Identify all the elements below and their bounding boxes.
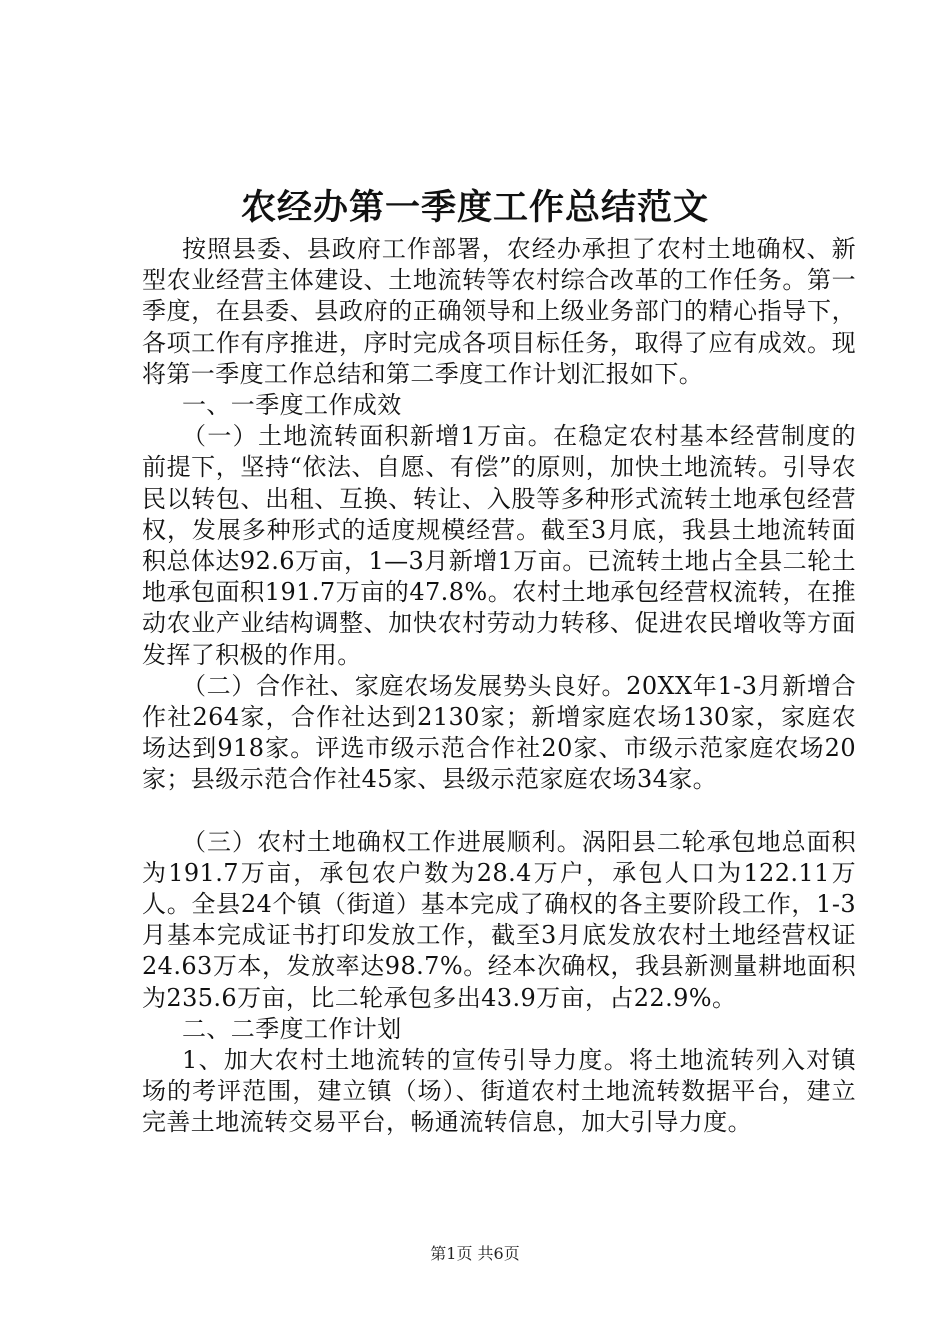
section-heading-2: 二、二季度工作计划 [182, 1014, 402, 1043]
document-title: 农经办第一季度工作总结范文 [240, 187, 709, 228]
plan-item-1: 1、加大农村土地流转的宣传引导力度。将土地流转列入对镇场的考评范围，建立镇（场）、街道农村土地流转数据平台，建立完善土地流转交易平台，畅通流转信息，加大引导力度。 [142, 1046, 856, 1137]
subsection-paragraph-3: （三）农村土地确权工作进展顺利。涡阳县二轮承包地总面积为191.7万亩，承包农户数为28.4万户，承包人口为122.11万人。全县24个镇（街道）基本完成了确权的各主要阶段工作，1-3月基本完成证书打印发放工作，截至3月底发放农村土地经营权证24.63万本，发放率达98.7%。经本次确权，我县新测量耕地面积为235.6万亩，比二轮承包多出43.9万亩，占22.9%。 [142, 827, 856, 1012]
blank-line [142, 796, 856, 827]
section-heading-1: 一、一季度工作成效 [182, 391, 402, 420]
subsection-paragraph-1: （一）土地流转面积新增1万亩。在稳定农村基本经营制度的前提下，坚持“依法、自愿、有偿”的原则，加快土地流转。引导农民以转包、出租、互换、转让、入股等多种形式流转土地承包经营权，发展多种形式的适度规模经营。截至3月底，我县土地流转面积总体达92.6万亩，1—3月新增1万亩。已流转土地占全县二轮土地承包面积191.7万亩的47.8%。农村土地承包经营权流转，在推动农业产业结构调整、加快农村劳动力转移、促进农民增收等方面发挥了积极的作用。 [142, 422, 856, 669]
document-body [142, 234, 856, 1139]
intro-paragraph: 按照县委、县政府工作部署，农经办承担了农村土地确权、新型农业经营主体建设、土地流转等农村综合改革的工作任务。第一季度，在县委、县政府的正确领导和上级业务部门的精心指导下，各项工作有序推进，序时完成各项目标任务，取得了应有成效。现将第一季度工作总结和第二季度工作计划汇报如下。 [142, 235, 856, 388]
subsection-paragraph-2: （二）合作社、家庭农场发展势头良好。20XX年1-3月新增合作社264家，合作社达到2130家；新增家庭农场130家，家庭农场达到918家。评选市级示范合作社20家、市级示范家庭农场20家；县级示范合作社45家、县级示范家庭农场34家。 [142, 671, 856, 794]
page-footer: 第1页 共6页 [430, 1244, 520, 1263]
